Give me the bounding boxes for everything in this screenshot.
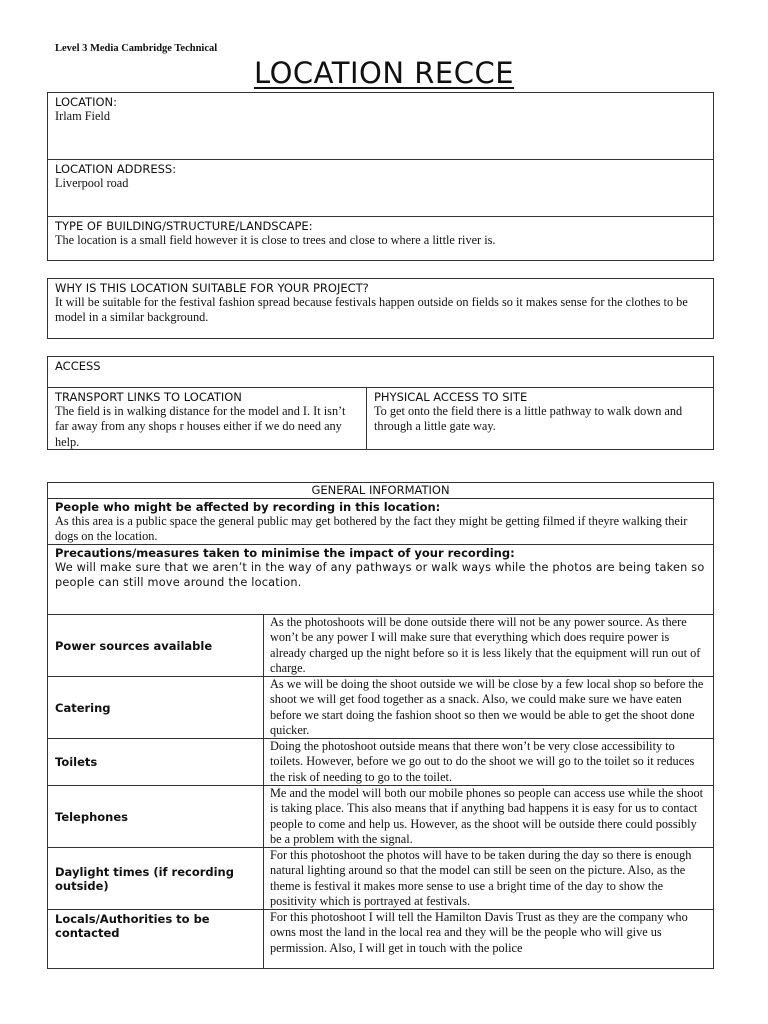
toilets-label: Toilets <box>55 755 98 769</box>
access-heading-row <box>48 357 713 388</box>
precautions-label: Precautions/measures taken to minimise the impact of your recording: <box>55 546 515 560</box>
physical-value: To get onto the field there is a little pathway to walk down and through a little gate way. <box>374 404 683 434</box>
general-heading: GENERAL INFORMATION <box>311 483 450 497</box>
info-row-power <box>48 615 713 677</box>
suitability-label: WHY IS THIS LOCATION SUITABLE FOR YOUR PROJECT? <box>55 281 369 295</box>
info-row-locals <box>48 910 713 968</box>
info-row-toilets <box>48 739 713 786</box>
catering-value: As we will be doing the shoot outside we will be close by a few local shop so before the shoot we will get food together as a snack. Also, we could make sure we have eaten before we start doing the fashion shoot so then we would be able to get the shoot done quicker. <box>270 677 704 738</box>
address-value: Liverpool road <box>55 176 129 190</box>
catering-label: Catering <box>55 700 111 715</box>
location-value: Irlam Field <box>55 109 110 123</box>
physical-label: PHYSICAL ACCESS TO SITE <box>374 390 528 404</box>
general-heading-row <box>48 483 713 499</box>
address-label: LOCATION ADDRESS: <box>55 162 177 176</box>
affected-value: As this area is a public space the general public may get bothered by the fact they might be getting filmed if theyre walking their dogs on the location. <box>55 514 688 544</box>
page-title <box>0 56 768 90</box>
location-box <box>47 92 714 261</box>
transport-value: The field is in walking distance for the model and I. It isn’t far away from any shops r houses either if we do need any help. <box>55 404 346 449</box>
locals-value: For this photoshoot I will tell the Hamilton Davis Trust as they are the company who owns most the land in the local rea and they will be the people who will give us permission. Also, I will get in touch with the police <box>270 910 688 955</box>
precautions-value: We will make sure that we aren’t in the way of any pathways or walk ways while the photos are being taken so people can still move around the location. <box>55 561 705 589</box>
affected-label: People who might be affected by recording in this location: <box>55 500 441 514</box>
type-row <box>48 217 713 260</box>
course-header: Level 3 Media Cambridge Technical <box>55 43 218 54</box>
general-info-box <box>47 482 714 969</box>
telephones-label: Telephones <box>55 809 129 824</box>
physical-cell <box>367 388 713 449</box>
precautions-row <box>48 545 713 615</box>
telephones-value: Me and the model will both our mobile phones so people can access use while the shoot is taking place. This also means that if anything bad happens it is easy for us to contact people to come and help us. However, as the shoot will be outside there could possibly be a problem with the signal. <box>270 786 704 847</box>
location-row <box>48 93 713 160</box>
suitability-value: It will be suitable for the festival fashion spread because festivals happen outside on fields so it makes sense for the clothes to be model in a similar background. <box>55 295 688 325</box>
type-label: TYPE OF BUILDING/STRUCTURE/LANDSCAPE: <box>55 219 313 233</box>
affected-row <box>48 499 713 545</box>
location-label: LOCATION: <box>55 95 117 109</box>
power-value: As the photoshoots will be done outside there will not be any power source. As there won’t be any power I will make sure that everything which does require power is already charged up the night before so it is less likely that the equipment will run out of charge. <box>270 615 701 676</box>
daylight-label: Daylight times (if recording outside) <box>55 864 234 893</box>
transport-cell <box>48 388 367 449</box>
toilets-value: Doing the photoshoot outside means that there won’t be very close accessibility to toilets. However, before we go out to do the shoot we will go to the toilet so it reduces the risk of needing to go to the toilet. <box>270 739 695 784</box>
access-columns <box>48 388 713 449</box>
info-row-telephones <box>48 786 713 848</box>
type-value: The location is a small field however it is close to trees and close to where a little river is. <box>55 233 496 247</box>
page-title-text: LOCATION RECCE <box>253 56 515 90</box>
suitability-row <box>48 279 713 338</box>
address-row <box>48 160 713 217</box>
info-row-daylight <box>48 848 713 910</box>
transport-label: TRANSPORT LINKS TO LOCATION <box>55 390 242 404</box>
access-box <box>47 356 714 450</box>
daylight-value: For this photoshoot the photos will have to be taken during the day so there is enough natural lighting around so that the model can still be seen on the picture. Also, as the theme is festival it makes more sense to use a bright time of the day to show the positivity which is portrayed at festivals. <box>270 848 692 909</box>
suitability-box <box>47 278 714 339</box>
info-row-catering <box>48 677 713 739</box>
access-label: ACCESS <box>55 359 101 373</box>
power-label: Power sources available <box>55 638 213 653</box>
locals-label: Locals/Authorities to be contacted <box>55 912 210 940</box>
